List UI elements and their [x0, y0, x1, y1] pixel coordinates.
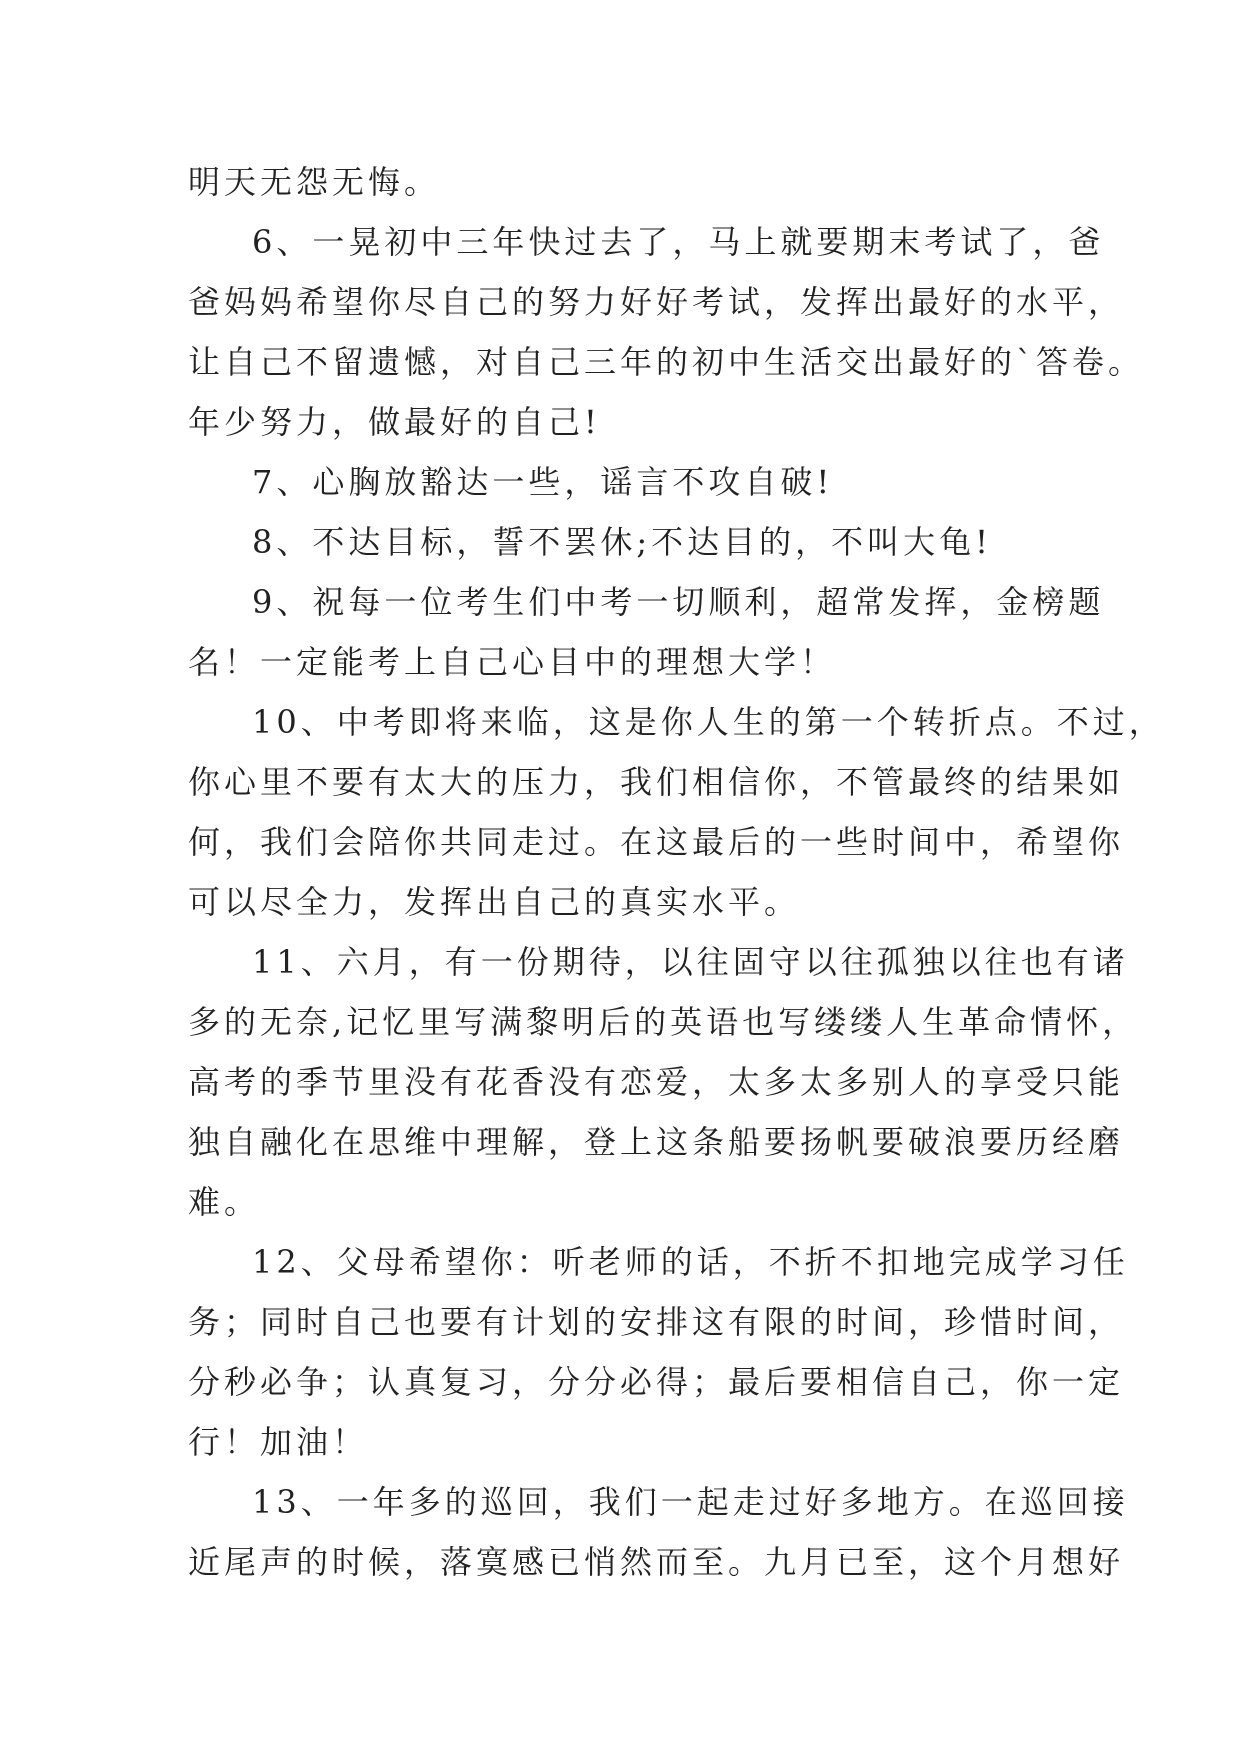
text-line: 名！一定能考上自己心目中的理想大学！	[188, 643, 837, 681]
text-line: 多的无奈,记忆里写满黎明后的英语也写缕缕人生革命情怀，	[188, 1003, 1139, 1041]
text-line: 11、六月，有一份期待，以往固守以往孤独以往也有诸	[252, 943, 1129, 981]
text-line: 8、不达目标，誓不罢休;不达目的，不叫大龟!	[252, 523, 993, 561]
text-line: 独自融化在思维中理解，登上这条船要扬帆要破浪要历经磨	[188, 1123, 1125, 1161]
text-line: 让自己不留遗憾，对自己三年的初中生活交出最好的`答卷。	[188, 343, 1145, 381]
text-line: 可以尽全力，发挥出自己的真实水平。	[188, 883, 801, 921]
text-line: 难。	[188, 1183, 261, 1221]
text-line: 你心里不要有太大的压力，我们相信你，不管最终的结果如	[188, 763, 1125, 801]
text-line: 6、一晃初中三年快过去了，马上就要期末考试了，爸	[252, 223, 1105, 261]
text-line: 务；同时自己也要有计划的安排这有限的时间，珍惜时间，	[188, 1303, 1125, 1341]
text-line: 12、父母希望你：听老师的话，不折不扣地完成学习任	[252, 1243, 1129, 1281]
text-line: 何，我们会陪你共同走过。在这最后的一些时间中，希望你	[188, 823, 1125, 861]
text-line: 行！加油！	[188, 1423, 369, 1461]
text-line: 10、中考即将来临，这是你人生的第一个转折点。不过，	[252, 703, 1165, 741]
text-line: 明天无怨无悔。	[188, 163, 441, 201]
text-line: 分秒必争；认真复习，分分必得；最后要相信自己，你一定	[188, 1363, 1125, 1401]
text-line: 13、一年多的巡回，我们一起走过好多地方。在巡回接	[252, 1483, 1129, 1521]
text-line: 7、心胸放豁达一些，谣言不攻自破!	[252, 463, 834, 501]
text-line: 爸妈妈希望你尽自己的努力好好考试，发挥出最好的水平，	[188, 283, 1125, 321]
text-line: 9、祝每一位考生们中考一切顺利，超常发挥，金榜题	[252, 583, 1105, 621]
text-line: 年少努力，做最好的自己!	[188, 403, 601, 441]
text-line: 高考的季节里没有花香没有恋爱，太多太多别人的享受只能	[188, 1063, 1125, 1101]
text-line: 近尾声的时候，落寞感已悄然而至。九月已至，这个月想好	[188, 1543, 1125, 1581]
